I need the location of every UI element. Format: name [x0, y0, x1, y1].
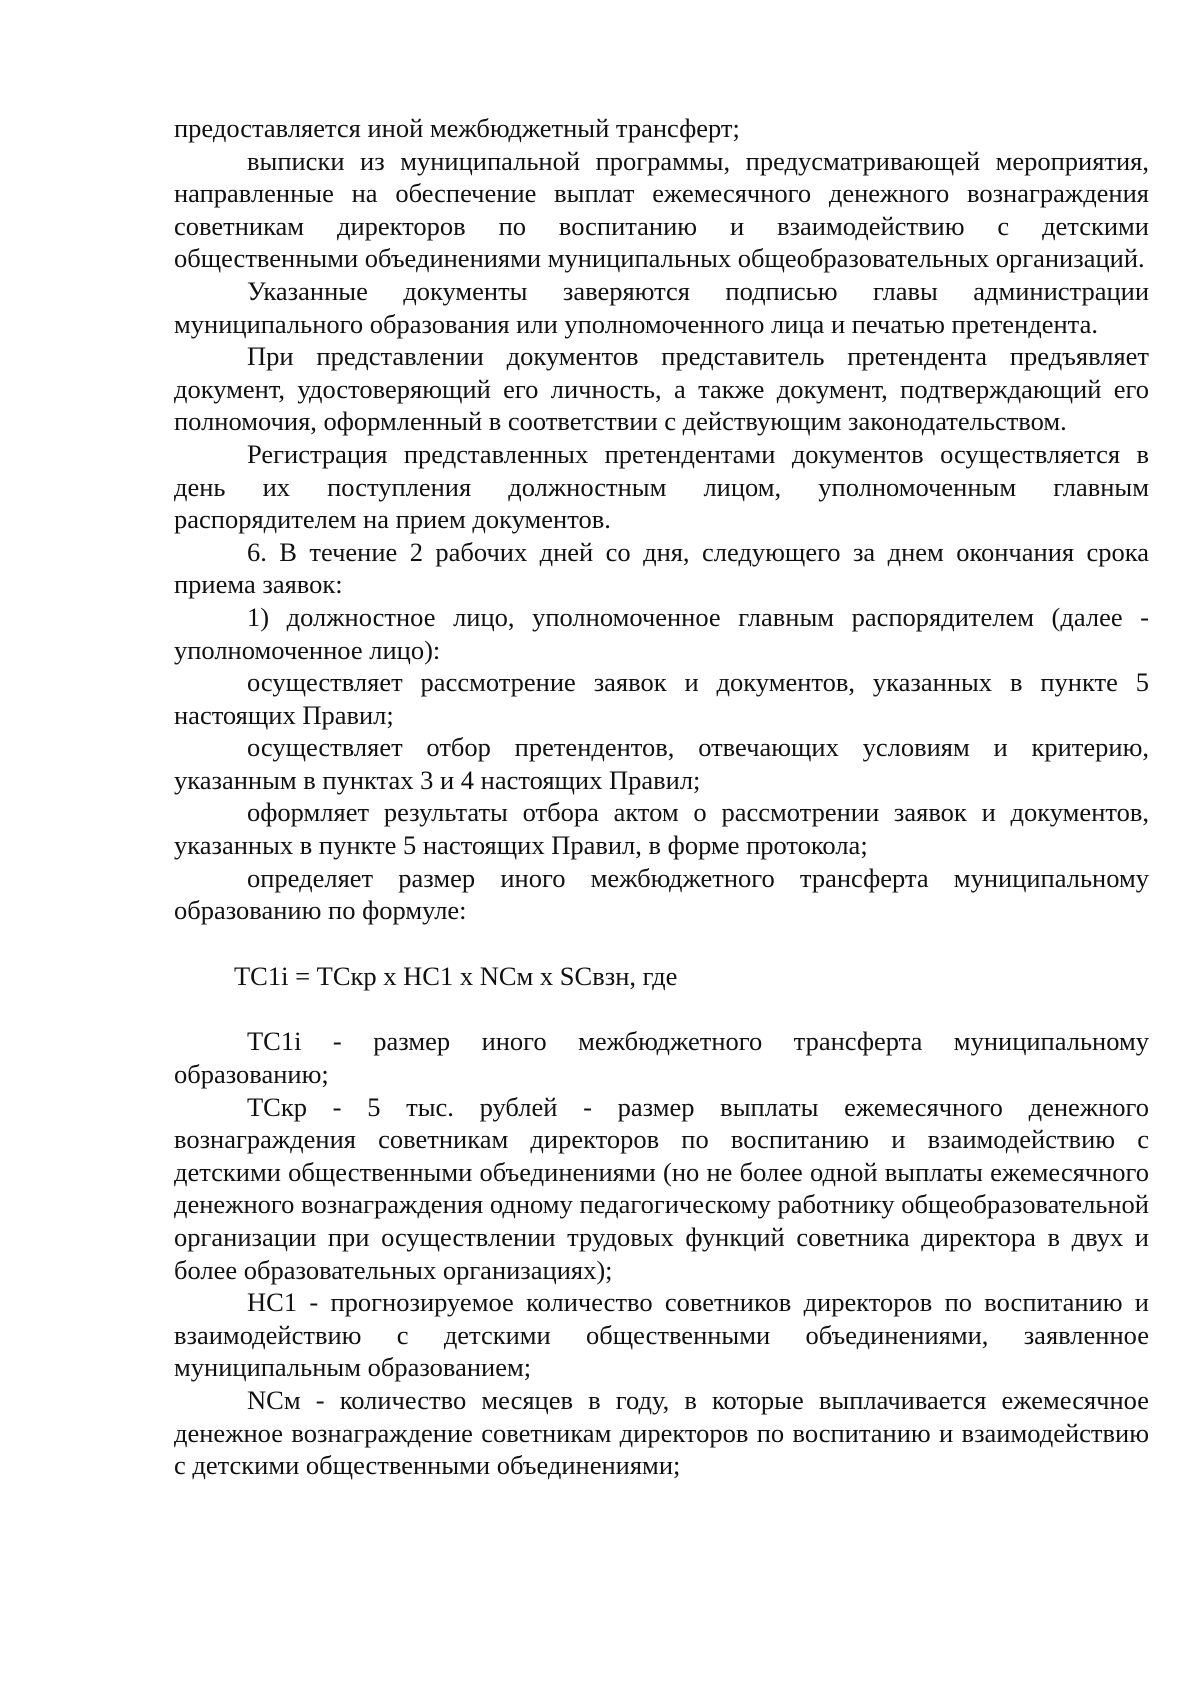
paragraph: осуществляет рассмотрение заявок и документов, указанных в пункте 5 настоящих Правил;	[174, 667, 1149, 730]
paragraph: НС1 - прогнозируемое количество советников директоров по воспитанию и взаимодействию с детскими общественными объединениями, заявленное муниципальным образованием;	[174, 1287, 1149, 1383]
document-body-bottom	[174, 1025, 1149, 1481]
paragraph: выписки из муниципальной программы, предусматривающей мероприятия, направленные на обеспечение выплат ежемесячного денежного вознаграждения советникам директоров по воспитанию и взаимодействию с детскими общественными объединениями муниципальных общеобразовательных организаций.	[174, 145, 1149, 274]
paragraph: NСм - количество месяцев в году, в которые выплачивается ежемесячное денежное вознаграждение советникам директоров по воспитанию и взаимодействию с детскими общественными объединениями;	[174, 1384, 1149, 1481]
paragraph: Указанные документы заверяются подписью главы администрации муниципального образования или уполномоченного лица и печатью претендента.	[174, 275, 1149, 339]
paragraph: осуществляет отбор претендентов, отвечающих условиям и критерию, указанным в пунктах 3 и 4 настоящих Правил;	[174, 732, 1149, 795]
paragraph: Регистрация представленных претендентами документов осуществляется в день их поступления должностным лицом, уполномоченным главным распорядителем на прием документов.	[174, 438, 1149, 535]
paragraph: предоставляется иной межбюджетный трансферт;	[174, 113, 740, 143]
paragraph: оформляет результаты отбора актом о рассмотрении заявок и документов, указанных в пункте 5 настоящих Правил, в форме протокола;	[174, 797, 1149, 861]
paragraph: При представлении документов представитель претендента предъявляет документ, удостоверяющий его личность, а также документ, подтверждающий его полномочия, оформленный в соответствии с действующим законодательством.	[174, 341, 1149, 437]
paragraph: 6. В течение 2 рабочих дней со дня, следующего за днем окончания срока приема заявок:	[174, 536, 1149, 600]
paragraph: определяет размер иного межбюджетного трансферта муниципальному образованию по формуле:	[174, 862, 1149, 926]
paragraph: 1) должностное лицо, уполномоченное главным распорядителем (далее - уполномоченное лицо):	[174, 601, 1149, 665]
document-page	[174, 112, 1149, 1482]
document-body-top	[174, 112, 1149, 927]
paragraph: ТСкр - 5 тыс. рублей - размер выплаты ежемесячного денежного вознаграждения советникам директоров по воспитанию и взаимодействию с детскими общественными объединениями (но не более одной выплаты ежемесячного денежного вознаграждения одному педагогическому работнику общеобразовательной организации при осуществлении трудовых функций советника директора в двух и более образовательных организациях);	[174, 1091, 1149, 1285]
paragraph: ТС1i - размер иного межбюджетного трансферта муниципальному образованию;	[174, 1026, 1149, 1090]
formula: ТС1i = ТСкр x НС1 x NСм x SСвзн, где	[234, 960, 678, 991]
